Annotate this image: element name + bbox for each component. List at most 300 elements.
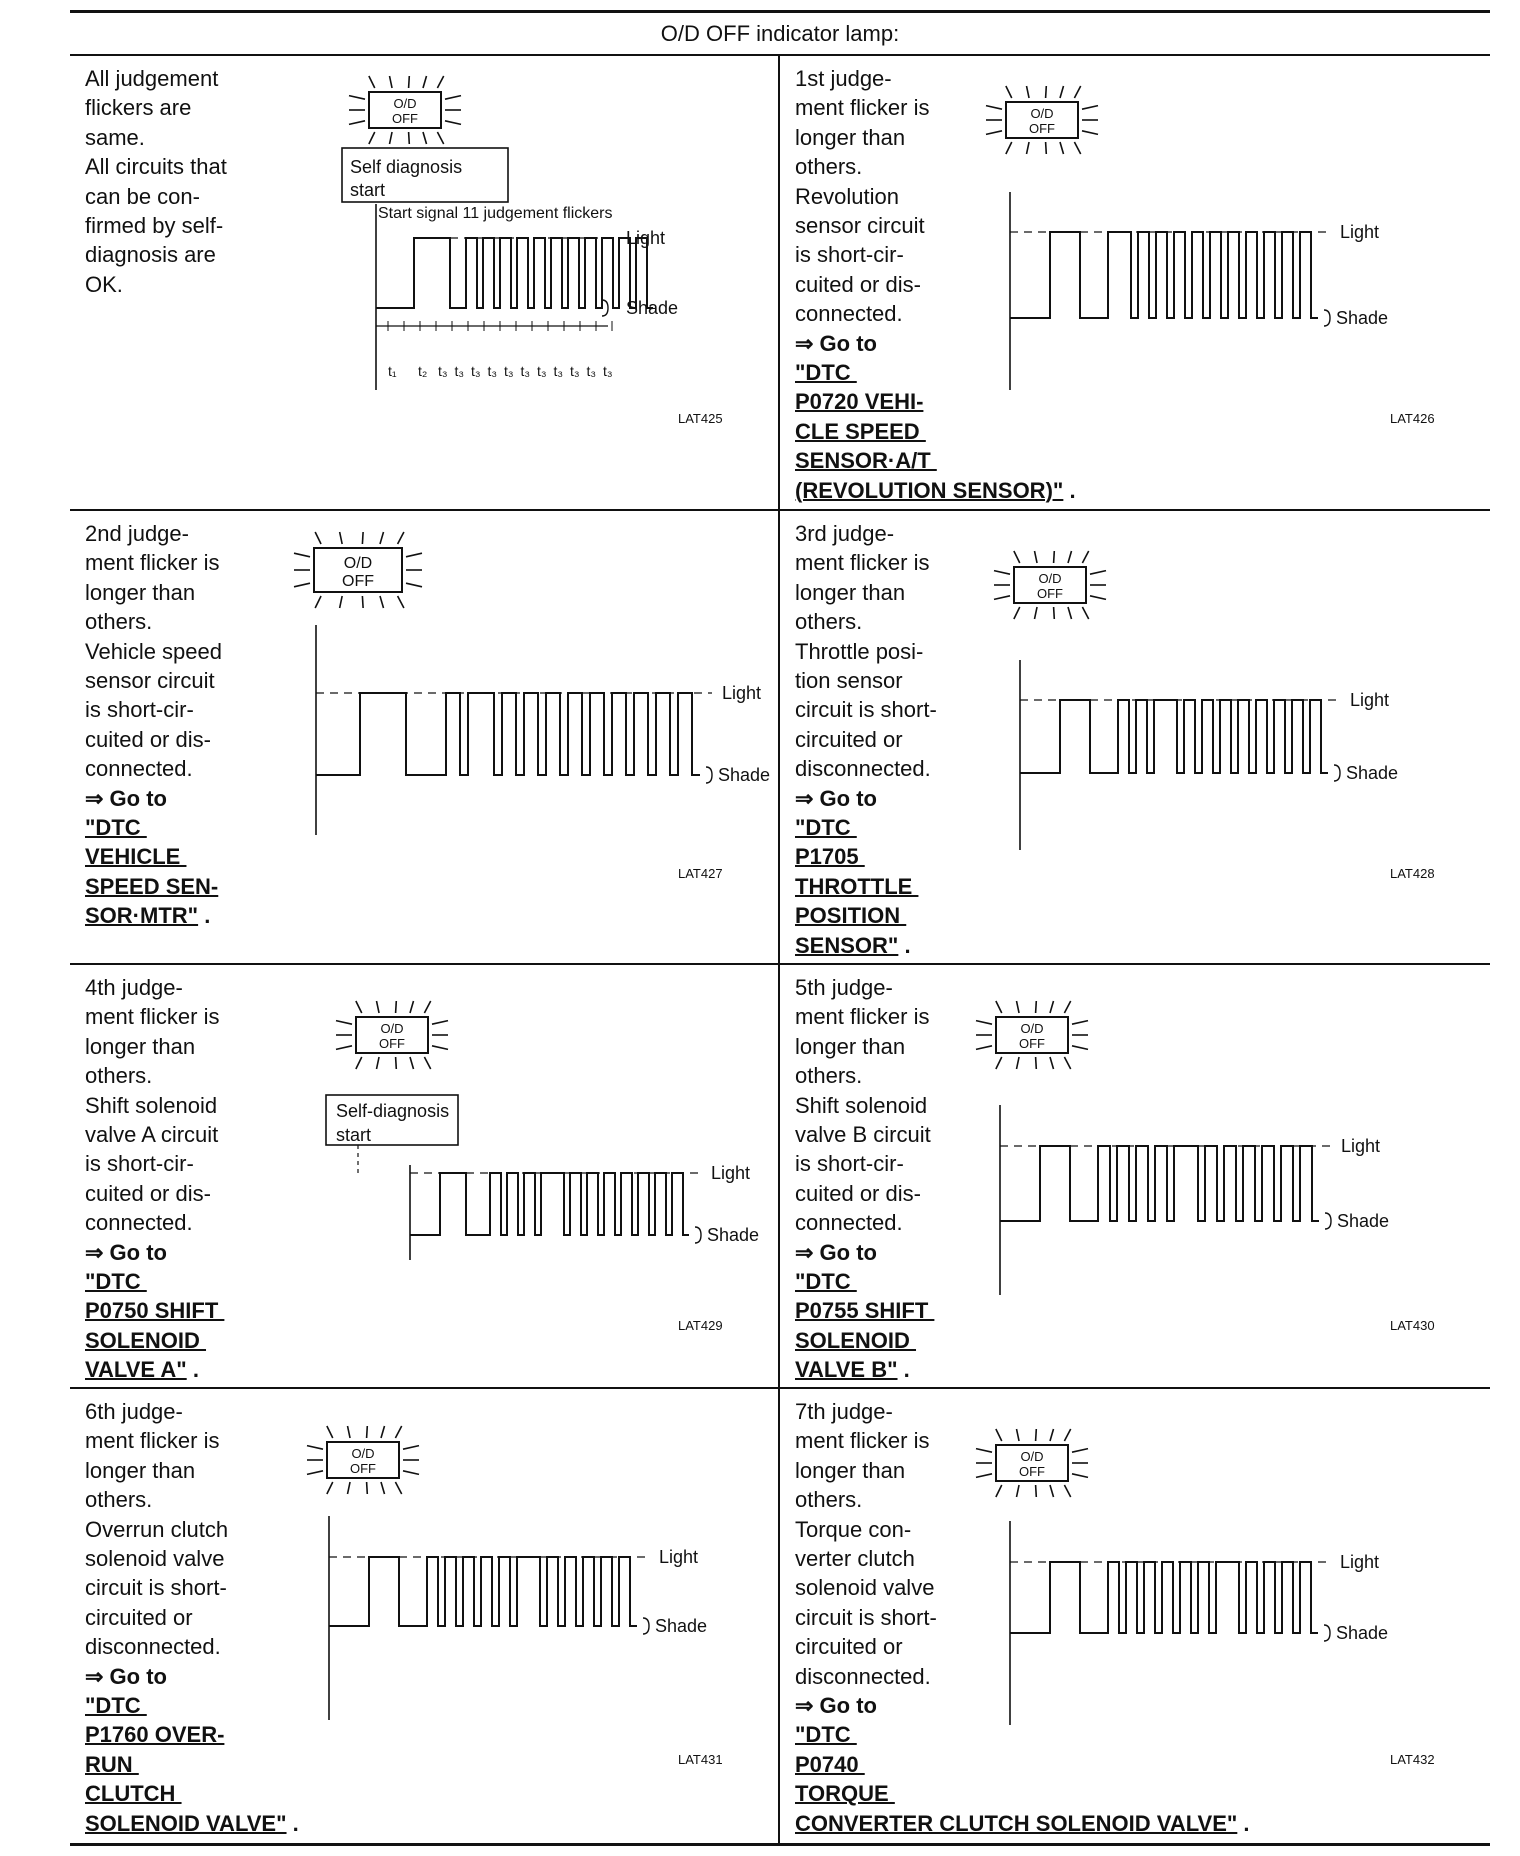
lamp-ray	[369, 132, 375, 144]
description-line: disconnected.	[795, 1663, 931, 1689]
description-line: sensor circuit	[85, 668, 215, 694]
goto-label: ⇒ Go to	[85, 785, 167, 811]
lamp-ray	[348, 1482, 351, 1494]
dtc-link-text[interactable]: CLUTCH	[85, 1781, 182, 1807]
lamp-label-off: OFF	[1029, 120, 1055, 136]
lamp-ray	[1068, 607, 1072, 619]
dtc-link-text[interactable]: "DTC	[795, 1269, 857, 1295]
od-off-lamp-icon	[976, 1001, 1088, 1069]
dtc-link-line[interactable]	[795, 931, 937, 960]
dtc-link-line[interactable]	[795, 872, 937, 901]
flicker-waveform	[1010, 232, 1318, 318]
cell-description	[85, 519, 222, 931]
lamp-ray	[1006, 86, 1012, 98]
lamp-ray	[327, 1482, 333, 1494]
light-label: Light	[1350, 690, 1390, 710]
flicker-diagram-7th	[980, 1425, 1460, 1785]
dtc-link-text[interactable]: CLE SPEED	[795, 418, 926, 444]
description-line: longer than	[795, 1457, 906, 1483]
dtc-link-line[interactable]	[85, 1267, 224, 1296]
description-line: valve B circuit	[795, 1122, 931, 1148]
shade-brace	[643, 1618, 649, 1634]
lamp-ray	[1036, 1485, 1037, 1497]
lamp-ray	[445, 96, 461, 100]
description-line: ment flicker is	[85, 1428, 220, 1454]
lamp-ray	[445, 121, 461, 125]
lamp-ray	[996, 1429, 1002, 1441]
dtc-link-line[interactable]	[795, 446, 1076, 475]
light-label: Light	[1340, 222, 1380, 242]
description-line: Overrun clutch	[85, 1516, 229, 1542]
lamp-label-off: OFF	[350, 1460, 376, 1476]
lamp-ray	[994, 596, 1010, 600]
shade-label: Shade	[1336, 308, 1389, 328]
description-line: verter clutch	[795, 1546, 915, 1572]
lamp-ray	[1027, 86, 1030, 98]
description-line: longer than	[85, 1033, 196, 1059]
dtc-link-text[interactable]: (REVOLUTION SENSOR)"	[795, 477, 1064, 503]
lamp-ray	[348, 1426, 351, 1438]
lamp-ray	[362, 596, 363, 608]
flicker-diagram-all-same	[310, 80, 780, 440]
lamp-ray	[1050, 1001, 1054, 1013]
lamp-ray	[327, 1426, 333, 1438]
description-line: ment flicker is	[795, 550, 930, 576]
description-line: connected.	[795, 1210, 903, 1236]
lamp-label-off: OFF	[1037, 585, 1063, 601]
dtc-link-line[interactable]	[85, 872, 222, 901]
start-label: start	[336, 1125, 372, 1145]
description-line: connected.	[795, 301, 903, 327]
timing-label-t3: t₃	[504, 363, 514, 379]
flicker-diagram-4th	[290, 995, 780, 1355]
shade-brace	[706, 767, 712, 783]
flicker-waveform	[1020, 700, 1328, 773]
lamp-ray	[1074, 86, 1080, 98]
lamp-ray	[1074, 142, 1080, 154]
lamp-label-od: O/D	[1020, 1449, 1044, 1464]
lamp-ray	[1064, 1485, 1070, 1497]
lamp-ray	[398, 596, 404, 608]
description-line: cuited or dis-	[85, 726, 211, 752]
table-bottom-rule	[70, 1843, 1490, 1846]
dtc-link-text[interactable]: P0750 SHIFT	[85, 1298, 225, 1324]
light-label: Light	[722, 683, 762, 703]
description-line: connected.	[85, 1210, 193, 1236]
lamp-ray	[294, 553, 310, 557]
lamp-ray	[1060, 86, 1064, 98]
lamp-ray	[406, 553, 422, 557]
period: .	[1237, 1810, 1250, 1836]
lamp-ray	[395, 1482, 401, 1494]
self-diagnosis-label: Self diagnosis	[350, 157, 463, 177]
dtc-link-text[interactable]: P1705	[795, 844, 865, 870]
dtc-link-line[interactable]	[85, 1779, 299, 1808]
dtc-link-text[interactable]: VALVE B"	[795, 1357, 898, 1383]
timing-label-t3: t₃	[471, 363, 481, 379]
description-line: valve A circuit	[85, 1122, 219, 1148]
goto-label: ⇒ Go to	[795, 1693, 877, 1719]
lamp-ray	[1006, 142, 1012, 154]
description-line: firmed by self-	[85, 213, 224, 239]
lamp-ray	[1072, 1021, 1088, 1025]
flicker-waveform	[316, 693, 700, 775]
shade-label: Shade	[1337, 1211, 1390, 1231]
od-off-lamp-icon	[307, 1426, 419, 1494]
dtc-link-text[interactable]: SOLENOID	[85, 1327, 207, 1353]
start-label: start	[350, 180, 386, 200]
lamp-ray	[294, 583, 310, 587]
description-line: is short-cir-	[85, 1151, 194, 1177]
dtc-link-line[interactable]	[85, 1296, 224, 1325]
timing-label-t3: t₃	[438, 363, 448, 379]
timing-label-t3: t₃	[454, 363, 465, 379]
period: .	[186, 1357, 199, 1383]
description-line: 5th judge-	[795, 975, 893, 1000]
lamp-ray	[976, 1021, 992, 1025]
lamp-ray	[349, 96, 365, 100]
dtc-link-text[interactable]: "DTC	[795, 815, 857, 841]
lamp-ray	[432, 1021, 448, 1025]
description-line: others.	[795, 1487, 863, 1513]
period: .	[898, 932, 911, 958]
flicker-waveform	[376, 238, 653, 308]
dtc-link-text[interactable]: CONVERTER CLUTCH SOLENOID VALVE"	[795, 1810, 1238, 1836]
description-line: ment flicker is	[795, 1004, 930, 1030]
description-line: 4th judge-	[85, 975, 183, 1000]
figure-id: LAT425	[678, 411, 723, 426]
lamp-ray	[1035, 607, 1038, 619]
table-top-rule	[70, 10, 1490, 13]
lamp-ray	[994, 571, 1010, 575]
lamp-ray	[1068, 551, 1072, 563]
figure-id: LAT428	[1390, 866, 1435, 881]
description-line: cuited or dis-	[795, 271, 921, 297]
lamp-ray	[1050, 1485, 1054, 1497]
lamp-ray	[1027, 142, 1030, 154]
timing-label-t3: t₃	[537, 363, 547, 379]
lamp-ray	[315, 596, 321, 608]
timing-label-t3: t₃	[570, 363, 580, 379]
shade-label: Shade	[1336, 1623, 1389, 1643]
lamp-ray	[1046, 86, 1047, 98]
shade-label: Shade	[718, 765, 771, 785]
lamp-ray	[1072, 1474, 1088, 1478]
signal-caption: Start signal 11 judgement flickers	[378, 205, 613, 222]
lamp-ray	[432, 1046, 448, 1050]
description-line: others.	[795, 609, 863, 635]
description-line: OK.	[85, 271, 123, 297]
dtc-link-text[interactable]: SPEED SEN-	[85, 873, 219, 899]
dtc-link-text[interactable]: SOLENOID VALVE"	[85, 1810, 287, 1836]
lamp-ray	[1064, 1001, 1070, 1013]
lamp-ray	[367, 1482, 368, 1494]
timing-label-t1: t₁	[388, 363, 397, 379]
period: .	[198, 903, 211, 929]
description-line: solenoid valve	[795, 1575, 935, 1601]
description-line: tion sensor	[795, 668, 903, 694]
description-line: longer than	[85, 1457, 196, 1483]
lamp-ray	[356, 1001, 362, 1013]
cell-description	[795, 519, 937, 960]
lamp-ray	[1072, 1046, 1088, 1050]
lamp-ray	[1082, 106, 1098, 110]
dtc-link-line[interactable]	[85, 901, 222, 930]
description-line: Shift solenoid	[795, 1092, 928, 1118]
dtc-link-text[interactable]: "DTC	[85, 815, 147, 841]
description-line: 1st judge-	[795, 66, 892, 91]
lamp-ray	[410, 1057, 414, 1069]
light-label: Light	[626, 228, 666, 248]
flicker-diagram-3rd	[990, 545, 1470, 905]
light-label: Light	[1341, 1136, 1381, 1156]
od-off-lamp-icon	[986, 86, 1098, 154]
lamp-label-od: O/D	[351, 1446, 375, 1461]
description-line: cuited or dis-	[85, 1180, 211, 1206]
flicker-diagram-2nd	[260, 535, 780, 895]
dtc-link-line[interactable]	[85, 1809, 299, 1838]
lamp-ray	[349, 121, 365, 125]
lamp-ray	[1017, 1485, 1020, 1497]
lamp-ray	[356, 1057, 362, 1069]
shade-brace	[1324, 1625, 1330, 1641]
description-line: sensor circuit	[795, 213, 925, 239]
lamp-label-od: O/D	[343, 555, 373, 572]
lamp-ray	[409, 132, 410, 144]
dtc-link-text[interactable]: "DTC	[795, 360, 857, 386]
shade-label: Shade	[707, 1225, 760, 1245]
dtc-link-line[interactable]	[795, 1296, 934, 1325]
lamp-ray	[390, 132, 393, 144]
lamp-ray	[996, 1001, 1002, 1013]
lamp-ray	[1017, 1429, 1020, 1441]
cell-description	[795, 973, 934, 1385]
description-line: ment flicker is	[795, 1428, 930, 1454]
shade-brace	[1325, 1213, 1331, 1229]
flicker-waveform	[1010, 1562, 1318, 1633]
description-line: disconnected.	[795, 756, 931, 782]
lamp-ray	[1064, 1057, 1070, 1069]
description-line: others.	[85, 1487, 153, 1513]
flicker-waveform	[329, 1557, 637, 1626]
dtc-link-text[interactable]: SOLENOID	[795, 1327, 917, 1353]
lamp-ray	[1036, 1001, 1037, 1013]
dtc-link-line[interactable]	[85, 842, 222, 871]
description-line: 2nd judge-	[85, 521, 189, 546]
dtc-link-line[interactable]	[795, 813, 937, 842]
dtc-link-line[interactable]	[795, 1355, 934, 1384]
description-line: Throttle posi-	[795, 638, 924, 664]
lamp-ray	[986, 131, 1002, 135]
description-line: is short-cir-	[85, 697, 194, 723]
timing-label-t3: t₃	[520, 363, 531, 379]
dtc-link-line[interactable]	[795, 1326, 934, 1355]
lamp-ray	[996, 1485, 1002, 1497]
lamp-ray	[396, 1057, 397, 1069]
dtc-link-line[interactable]	[795, 476, 1076, 505]
od-off-lamp-icon	[976, 1429, 1088, 1497]
figure-id: LAT430	[1390, 1318, 1435, 1333]
dtc-link-line[interactable]	[85, 1355, 224, 1384]
description-line: others.	[795, 1063, 863, 1089]
lamp-ray	[410, 1001, 414, 1013]
lamp-ray	[1054, 551, 1055, 563]
dtc-link-text[interactable]: POSITION	[795, 903, 907, 929]
lamp-ray	[1090, 571, 1106, 575]
dtc-link-text[interactable]: VALVE A"	[85, 1357, 187, 1383]
shade-brace	[1324, 310, 1330, 326]
lamp-ray	[1060, 142, 1064, 154]
od-off-lamp-icon	[336, 1001, 448, 1069]
dtc-link-line[interactable]	[85, 1326, 224, 1355]
lamp-label-od: O/D	[393, 96, 417, 111]
description-line: Torque con-	[795, 1516, 912, 1542]
lamp-ray	[336, 1021, 352, 1025]
goto-label: ⇒ Go to	[85, 1663, 167, 1689]
description-line: All circuits that	[85, 154, 227, 180]
lamp-label-od: O/D	[1030, 106, 1054, 121]
figure-id: LAT432	[1390, 1752, 1435, 1767]
description-line: ment flicker is	[85, 1004, 220, 1030]
lamp-label-off: OFF	[379, 1035, 405, 1051]
goto-label: ⇒ Go to	[795, 1239, 877, 1265]
dtc-link-text[interactable]: SENSOR·A/T	[795, 448, 937, 474]
timing-label-t3: t₃	[603, 363, 613, 379]
description-line: diagnosis are	[85, 242, 216, 268]
dtc-link-line[interactable]	[795, 901, 937, 930]
lamp-label-od: O/D	[1020, 1021, 1044, 1036]
dtc-link-line[interactable]	[795, 1267, 934, 1296]
description-line: others.	[85, 1063, 153, 1089]
lamp-ray	[1082, 607, 1088, 619]
lamp-ray	[1054, 607, 1055, 619]
lamp-ray	[986, 106, 1002, 110]
description-line: Revolution	[795, 183, 899, 209]
flicker-waveform	[1000, 1146, 1319, 1221]
lamp-label-od: O/D	[380, 1021, 404, 1036]
goto-label: ⇒ Go to	[795, 785, 877, 811]
lamp-ray	[1017, 1001, 1020, 1013]
lamp-ray	[996, 1057, 1002, 1069]
lamp-ray	[340, 596, 343, 608]
dtc-link-line[interactable]	[85, 813, 222, 842]
description-line: is short-cir-	[795, 242, 904, 268]
table-header: O/D OFF indicator lamp:	[660, 21, 900, 46]
shade-brace	[1334, 765, 1340, 781]
description-line: longer than	[85, 579, 196, 605]
light-label: Light	[711, 1163, 751, 1183]
goto-label: ⇒ Go to	[795, 330, 877, 356]
dtc-link-text[interactable]: P1760 OVER-	[85, 1722, 225, 1748]
lamp-ray	[1082, 551, 1088, 563]
dtc-link-line[interactable]	[795, 842, 937, 871]
lamp-ray	[1036, 1429, 1037, 1441]
dtc-link-text[interactable]: THROTTLE	[795, 873, 919, 899]
description-line: others.	[795, 154, 863, 180]
timing-label-t3: t₃	[586, 363, 597, 379]
cell-description	[85, 64, 227, 299]
lamp-ray	[362, 532, 363, 544]
lamp-ray	[1064, 1429, 1070, 1441]
description-line: solenoid valve	[85, 1546, 225, 1572]
dtc-link-text[interactable]: "DTC	[85, 1269, 147, 1295]
lamp-ray	[403, 1446, 419, 1450]
lamp-label-off: OFF	[392, 110, 418, 126]
lamp-ray	[377, 1057, 380, 1069]
description-line: Shift solenoid	[85, 1092, 218, 1118]
dtc-link-text[interactable]: P0720 VEHI-	[795, 389, 924, 415]
description-line: is short-cir-	[795, 1151, 904, 1177]
description-line: cuited or dis-	[795, 1180, 921, 1206]
lamp-ray	[367, 1426, 368, 1438]
dtc-link-text[interactable]: P0740	[795, 1751, 865, 1777]
cell-description	[85, 973, 224, 1385]
light-label: Light	[659, 1547, 699, 1567]
dtc-link-text[interactable]: SENSOR"	[795, 932, 899, 958]
lamp-ray	[1035, 551, 1038, 563]
period: .	[286, 1810, 299, 1836]
lamp-ray	[423, 132, 427, 144]
dtc-link-text[interactable]: SOR·MTR"	[85, 903, 199, 929]
goto-label: ⇒ Go to	[85, 1239, 167, 1265]
description-line: others.	[85, 609, 153, 635]
dtc-link-text[interactable]: P0755 SHIFT	[795, 1298, 935, 1324]
lamp-ray	[1017, 1057, 1020, 1069]
lamp-label-off: OFF	[1019, 1035, 1045, 1051]
shade-brace	[695, 1227, 701, 1243]
description-line: flickers are	[85, 95, 192, 121]
period: .	[897, 1357, 910, 1383]
description-line: 6th judge-	[85, 1399, 183, 1424]
lamp-ray	[381, 1426, 385, 1438]
shade-label: Shade	[655, 1616, 708, 1636]
lamp-ray	[1046, 142, 1047, 154]
self-diagnosis-label: Self-diagnosis	[336, 1101, 450, 1121]
flicker-diagram-1st	[980, 80, 1460, 440]
shade-label: Shade	[1346, 763, 1399, 783]
period: .	[1063, 477, 1076, 503]
dtc-link-text[interactable]: TORQUE	[795, 1781, 895, 1807]
lamp-ray	[403, 1471, 419, 1475]
dtc-link-text[interactable]: VEHICLE	[85, 844, 187, 870]
lamp-ray	[1014, 551, 1020, 563]
flicker-diagram-5th	[970, 995, 1460, 1355]
lamp-ray	[336, 1046, 352, 1050]
lamp-ray	[377, 1001, 380, 1013]
figure-id: LAT429	[678, 1318, 723, 1333]
dtc-link-text[interactable]: "DTC	[85, 1693, 147, 1719]
lamp-ray	[406, 583, 422, 587]
lamp-ray	[1050, 1057, 1054, 1069]
description-line: 3rd judge-	[795, 521, 895, 546]
description-line: circuit is short-	[795, 1604, 937, 1630]
description-line: circuited or	[795, 726, 903, 752]
description-line: same.	[85, 124, 145, 150]
light-label: Light	[1340, 1552, 1380, 1572]
description-line: ment flicker is	[85, 550, 220, 576]
dtc-link-text[interactable]: RUN	[85, 1751, 139, 1777]
timing-label-t3: t₃	[487, 363, 498, 379]
dtc-link-text[interactable]: "DTC	[795, 1722, 857, 1748]
lamp-ray	[307, 1471, 323, 1475]
lamp-ray	[396, 1001, 397, 1013]
lamp-ray	[1082, 131, 1098, 135]
description-line: ment flicker is	[795, 95, 930, 121]
dtc-link-line[interactable]	[795, 1809, 1250, 1838]
figure-id: LAT431	[678, 1752, 723, 1767]
lamp-ray	[424, 1001, 430, 1013]
description-line: All judgement	[85, 66, 219, 91]
